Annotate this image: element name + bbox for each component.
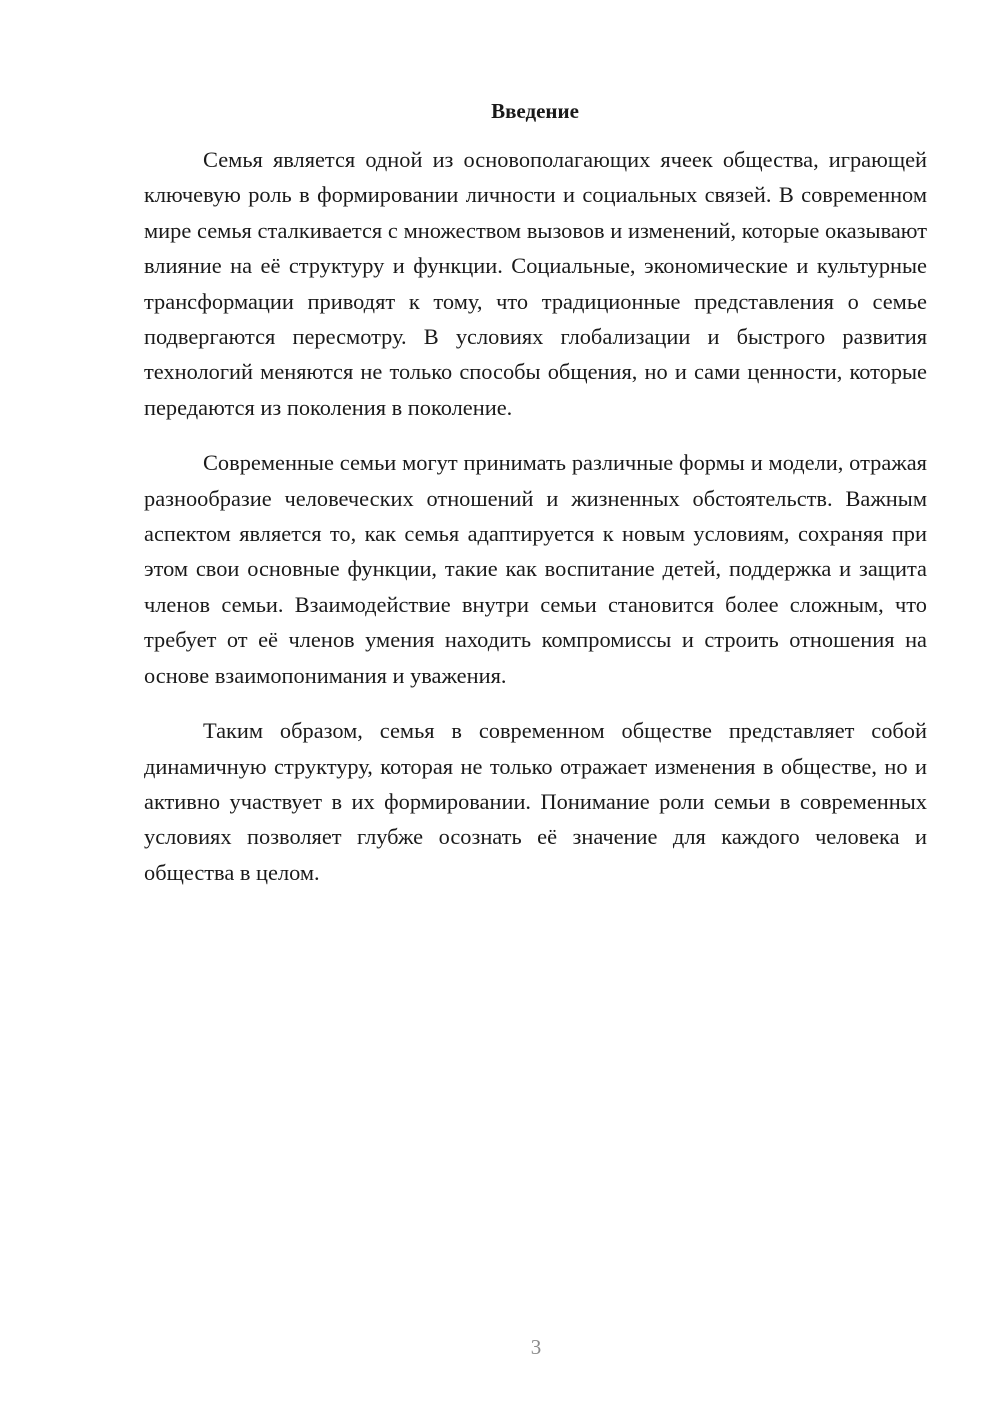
paragraph-3: Таким образом, семья в современном обществе представляет собой динамичную структуру, которая не только отражает изменения в обществе, но и активно участвует в их формировании. Понимание роли семьи в современных условиях позволяет глубже осознать её значение для каждого человека и общества в целом.	[144, 718, 927, 885]
paragraph-2: Современные семьи могут принимать различные формы и модели, отражая разнообразие человеческих отношений и жизненных обстоятельств. Важным аспектом является то, как семья адаптируется к новым условиям, сохраняя при этом свои основные функции, такие как воспитание детей, поддержка и защита членов семьи. Взаимодействие внутри семьи становится более сложным, что требует от её членов умения находить компромиссы и строить отношения на основе взаимопонимания и уважения.	[144, 450, 927, 688]
body-text	[144, 142, 927, 910]
page-number: 3	[530, 1335, 542, 1359]
paragraph-1: Семья является одной из основополагающих ячеек общества, играющей ключевую роль в формировании личности и социальных связей. В современном мире семья сталкивается с множеством вызовов и изменений, которые оказывают влияние на её структуру и функции. Социальные, экономические и культурные трансформации приводят к тому, что традиционные представления о семье подвергаются пересмотру. В условиях глобализации и быстрого развития технологий меняются не только способы общения, но и сами ценности, которые передаются из поколения в поколение.	[144, 147, 927, 420]
page-title: Введение	[491, 99, 579, 123]
